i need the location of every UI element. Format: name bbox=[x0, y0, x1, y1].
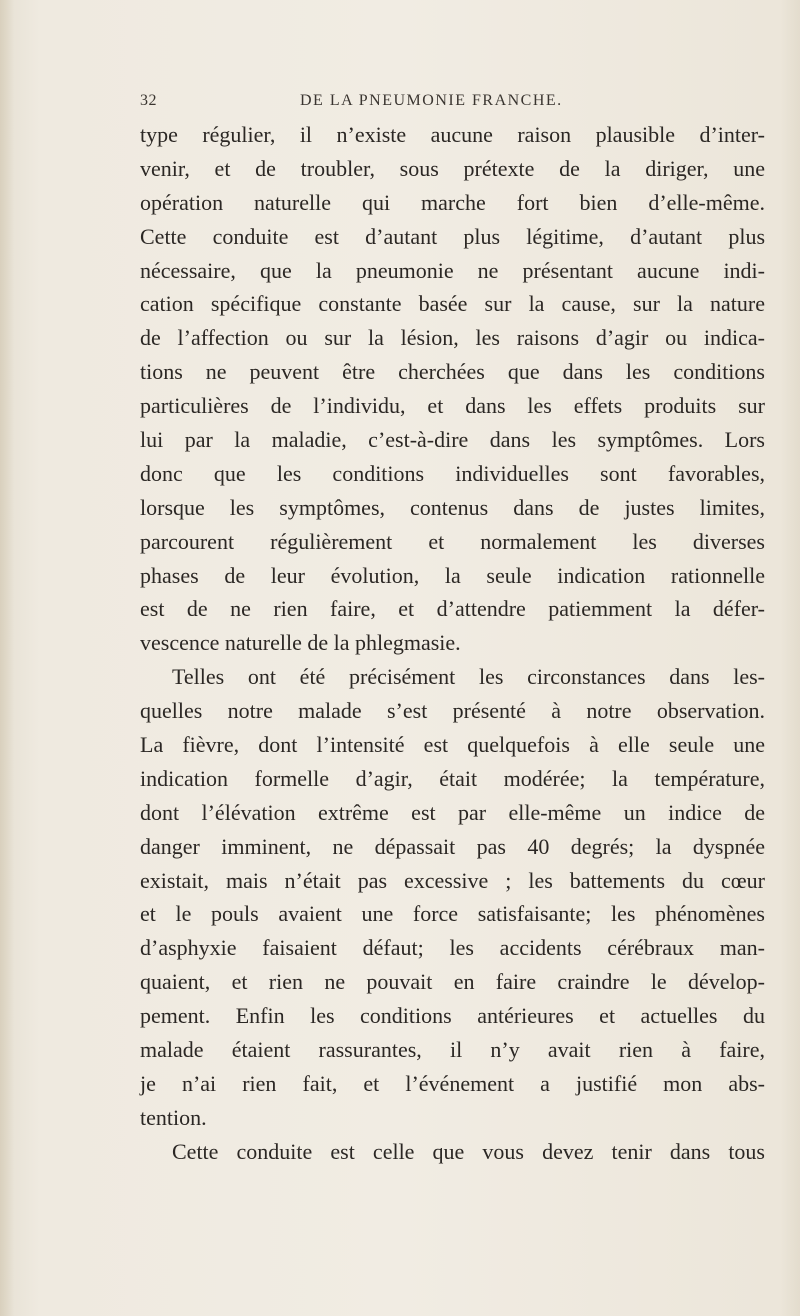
text-line: particulières de l’individu, et dans les effets produits sur bbox=[140, 393, 765, 419]
page-binding-edge bbox=[0, 0, 14, 1316]
text-line: lui par la maladie, c’est-à-dire dans les symptômes. Lors bbox=[140, 427, 765, 453]
text-line: tention. bbox=[140, 1104, 207, 1130]
text-line: Cette conduite est celle que vous devez tenir dans tous bbox=[172, 1138, 765, 1164]
page-number: 32 bbox=[140, 92, 157, 109]
text-line: et le pouls avaient une force satisfaisante; les phénomènes bbox=[140, 901, 765, 927]
text-line: nécessaire, que la pneumonie ne présentant aucune indi- bbox=[140, 257, 765, 283]
running-head: DE LA PNEUMONIE FRANCHE. bbox=[300, 92, 563, 109]
text-line: de l’affection ou sur la lésion, les raisons d’agir ou indica- bbox=[140, 325, 765, 351]
text-line: tions ne peuvent être cherchées que dans les conditions bbox=[140, 359, 765, 385]
page-header bbox=[140, 92, 765, 114]
text-line: donc que les conditions individuelles sont favorables, bbox=[140, 460, 765, 486]
text-line: type régulier, il n’existe aucune raison plausible d’inter- bbox=[140, 122, 765, 147]
text-line: vescence naturelle de la phlegmasie. bbox=[140, 630, 461, 656]
text-line: phases de leur évolution, la seule indication rationnelle bbox=[140, 562, 765, 588]
text-line: danger imminent, ne dépassait pas 40 degrés; la dyspnée bbox=[140, 833, 765, 859]
text-line: malade étaient rassurantes, il n’y avait rien à faire, bbox=[140, 1037, 765, 1063]
text-line: Telles ont été précisément les circonstances dans les- bbox=[172, 664, 765, 690]
text-line: cation spécifique constante basée sur la cause, sur la nature bbox=[140, 291, 765, 317]
body-text bbox=[140, 118, 765, 1169]
text-line: quaient, et rien ne pouvait en faire craindre le dévelop- bbox=[140, 969, 765, 995]
text-line: d’asphyxie faisaient défaut; les accidents cérébraux man- bbox=[140, 935, 765, 961]
text-line: opération naturelle qui marche fort bien d’elle-même. bbox=[140, 189, 765, 215]
text-line: existait, mais n’était pas excessive ; les battements du cœur bbox=[140, 867, 765, 893]
text-line: pement. Enfin les conditions antérieures et actuelles du bbox=[140, 1003, 765, 1029]
text-line: indication formelle d’agir, était modérée; la température, bbox=[140, 765, 765, 791]
text-line: La fièvre, dont l’intensité est quelquefois à elle seule une bbox=[140, 732, 765, 758]
text-line: quelles notre malade s’est présenté à notre observation. bbox=[140, 698, 765, 724]
text-line: lorsque les symptômes, contenus dans de justes limites, bbox=[140, 494, 765, 520]
text-line: venir, et de troubler, sous prétexte de la diriger, une bbox=[140, 155, 765, 181]
text-line: je n’ai rien fait, et l’événement a justifié mon abs- bbox=[140, 1070, 765, 1096]
text-line: dont l’élévation extrême est par elle-même un indice de bbox=[140, 799, 765, 825]
text-line: est de ne rien faire, et d’attendre patiemment la défer- bbox=[140, 596, 765, 622]
text-line: Cette conduite est d’autant plus légitime, d’autant plus bbox=[140, 223, 765, 249]
text-line: parcourent régulièrement et normalement les diverses bbox=[140, 528, 765, 554]
